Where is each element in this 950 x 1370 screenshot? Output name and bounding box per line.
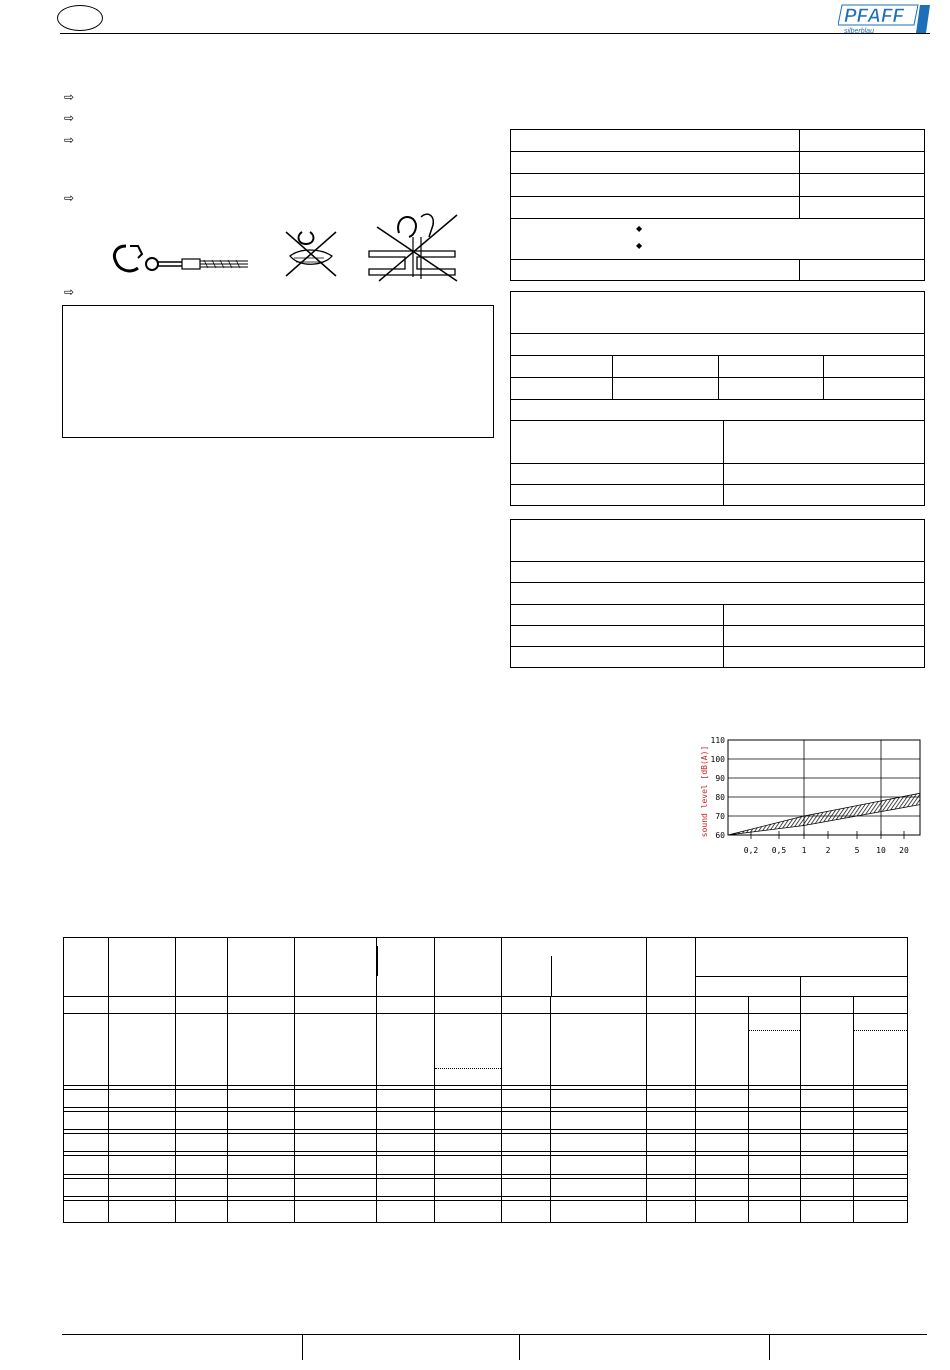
x-tick-label: 20 [899, 846, 909, 855]
x-tick-label: 2 [825, 846, 831, 855]
header-rule [60, 33, 930, 34]
sound-level-band [728, 793, 920, 835]
x-tick-label: 5 [854, 846, 860, 855]
incorrect-hook-use-icon [280, 226, 342, 280]
x-tick-label: 10 [876, 846, 886, 855]
y-axis-label: sound level [dB(A)] [700, 745, 709, 838]
warning-notice-box [62, 305, 494, 438]
y-tick-label: 90 [715, 774, 725, 783]
technical-data-table [63, 937, 908, 1223]
bullet-arrow-icon: ⇨ [64, 111, 75, 125]
bullet-arrow-icon: ⇨ [64, 90, 75, 104]
bullet-arrow-icon: ⇨ [64, 133, 75, 147]
x-tick-label: 1 [801, 846, 807, 855]
language-marker-oval [57, 5, 103, 31]
svg-text:silberblau: silberblau [844, 28, 874, 35]
specification-box-2 [510, 291, 925, 506]
y-tick-label: 70 [715, 812, 725, 821]
footer-divider [769, 1334, 770, 1360]
x-tick-label: 0,2 [743, 846, 759, 855]
bullet-arrow-icon: ⇨ [64, 285, 75, 299]
bullet-diamond-icon: ◆ [636, 224, 643, 233]
footer-rule [62, 1334, 927, 1335]
bullet-diamond-icon: ◆ [636, 241, 643, 250]
svg-text:PFAFF: PFAFF [844, 6, 905, 27]
sound-level-chart [695, 733, 925, 863]
specification-box-3 [510, 519, 925, 668]
bullet-arrow-icon: ⇨ [64, 191, 75, 205]
footer-divider [302, 1334, 303, 1360]
x-tick-label: 0,5 [771, 846, 787, 855]
y-tick-label: 60 [715, 831, 725, 840]
incorrect-beam-attachment-icon [365, 207, 463, 283]
footer-divider [519, 1334, 520, 1360]
y-tick-label: 110 [710, 736, 725, 745]
y-tick-label: 100 [710, 755, 725, 764]
hook-and-wire-rope-illustration [108, 240, 253, 280]
pfaff-logo [838, 3, 930, 35]
y-tick-label: 80 [715, 793, 725, 802]
specification-box-1 [510, 129, 925, 281]
